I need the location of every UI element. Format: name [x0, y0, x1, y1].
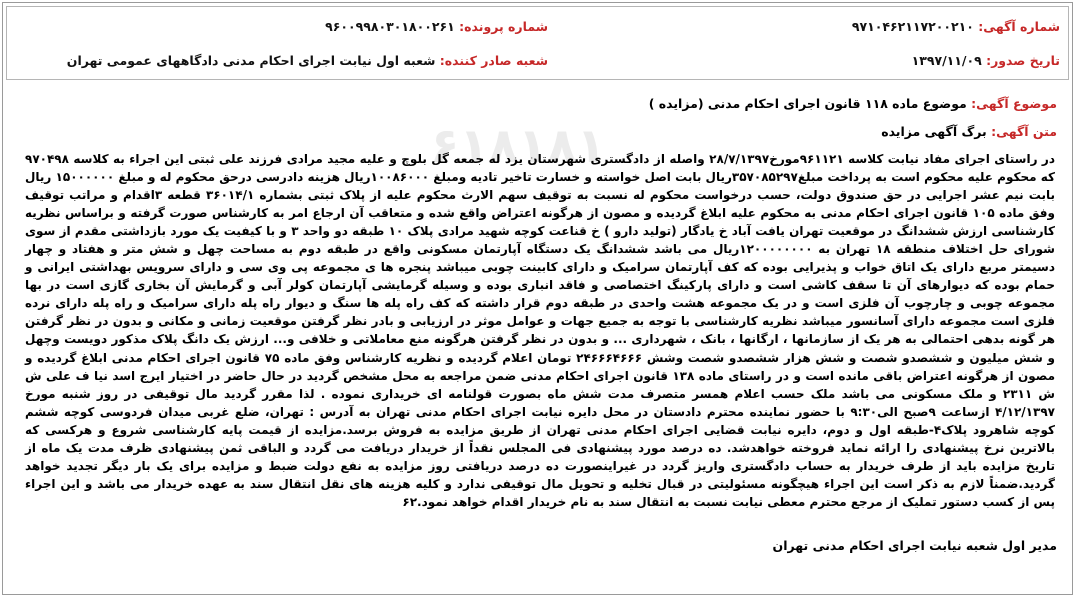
issue-date-row [912, 53, 1060, 68]
issue-date: ۱۳۹۷/۱۱/۰۹ [911, 53, 982, 68]
case-number: ۹۶۰۰۹۹۸۰۳۰۱۸۰۰۲۶۱ [325, 19, 455, 34]
ad-body [25, 150, 1055, 511]
ad-number-label: شماره آگهی: [978, 19, 1060, 34]
ad-body-text: در راستای اجرای مفاد نیابت کلاسه ۹۶۱۱۲۱مورخ۲۸/۷/۱۳۹۷ واصله از دادگستری شهرستان یزد له جمعه گل بلوچ و علیه مجید مرادی فرزند علی ثبتی این اجراء به کلاسه ۹۷۰۴۹۸ که محکوم علیه محکوم است به پرداخت مبلغ۳۵۷۰۸۵۲۹۷ریال بابت اصل خواسته و خسارت تاخیر تادیه ومبلغ ۱۰۰۸۶۰۰۰ریال هزینه دادرسی درحق محکوم له و مبلغ ۱۵۰۰۰۰۰۰ ریال بابت نیم عشر اجرایی در حق صندوق دولت، حسب درخواست محکوم له نسبت به توقیف سهم الارث محکوم علیه از پلاک ثبتی بشماره ۳۶۰۱۴/۱ قطعه ۳اقدام و مراتب توقیف وفق ماده ۱۰۵ قانون اجرای احکام مدنی به محکوم علیه ابلاغ گردیده و مصون از هرگونه اعتراض واقع شده و متعاقب آن ارجاع امر به کارشناس صورت گرفته و براساس نظریه کارشناسی ارزش ششدانگ در موقعیت تهران یافت آباد خ یادگار (تولید دارو ) خ قناعت کوچه شهید مرادی پلاک ۱۰ طبقه دو واحد ۳ و با کیفیت یک مورد بازداشتی مقدم از سوی شورای حل اختلاف منطقه ۱۸ تهران به ۱۲۰۰۰۰۰۰۰۰ریال می باشد ششدانگ یک دستگاه آپارتمان مسکونی واقع در طبقه دوم به مساحت چهل و شش متر و هفتاد و چهار دسیمتر مربع دارای یک اتاق خواب و پذیرایی بوده که کف آپارتمان سرامیک و دارای کابینت چوبی میباشد پنجره ها ی مجموعه پی وی سی و دارای سرویس بهداشتی ایرانی و حمام بوده که دیوارهای آن تا سقف کاشی است و دارای پارکینگ اختصاصی و فاقد انباری بوده و وسیله گرمایشی آپارتمان کولر آبی و گرمایش آن بخاری گازی است در بها مجموعه چوبی و چارچوب آن فلزی است و در یک مجموعه هشت واحدی در طبقه دوم قرار داشته که کف راه پله ها سنگ و دیوار راه پله دارای سرامیک و راه پله دارای نرده فلزی است مجموعه دارای آسانسور میباشد نظریه کارشناسی با توجه به جمیع جهات و عوامل موثر در ارزیابی و بادر نظر گرفتن موقعیت زمانی و مکانی و بدون در نظر گرفتن هر گونه بدهی احتمالی به هر یک از سازمانها ، ارگانها ، بانک ، شهرداری ... و بدون در نظر گرفتن هرگونه منع معاملاتی و خلافی و... ارزش یک دانگ پلاک مذکور دویست وچهل و شش میلیون و ششصدو شصت و شش هزار ششصدو شصت وشش ۲۴۶۶۶۴۶۶۶ تومان اعلام گردیده و نظریه کارشناس وفق ماده ۷۵ قانون اجرای احکام مدنی ابلاغ گردیده و مصون از هرگونه اعتراض باقی مانده است و در راستای ماده ۱۳۸ قانون اجرای احکام مدنی ضمن مراجعه به محل مشخص گردید در حال حاضر در اختیار ایرج اسد نیا ف علی ش ش ۲۳۱۱ و ملک مسکونی می باشد ملک حسب اعلام همسر متصرف مدت شش ماه بصورت قولنامه ای خریداری نموده . لذا مقرر گردید مال توقیفی در روز شنبه مورخ ۴/۱۲/۱۳۹۷ ازساعت ۹صبح الی۹:۳۰ با حضور نماینده محترم دادستان در محل دایره نیابت اجرای احکام مدنی تهران به آدرس : تهران، ضلع غربی میدان فردوسی کوچه ششم کوچه شاهرود پلاک۴-طبقه اول و دوم، دایره نیابت قضایی اجرای احکام مدنی تهران از طریق مزایده به فروش برسد.مزایده از قیمت پایه کارشناسی شروع و هرکسی که بالاترین نرخ پیشنهادی را ارائه نماید فروخته خواهدشد. ده درصد مورد پیشنهادی فی المجلس نقداً از خریدار دریافت می گردد و الباقی ثمن پیشنهادی ظرف مدت یک ماه از تاریخ مزایده باید از طرف خریدار به حساب دادگستری واریز گردد در غیراینصورت ده درصد دریافتی روز مزایده به نفع دولت ضبط و مزایده برای یک بار دیگر تجدید خواهد گردید.ضمناً لازم به ذکر است این اجراء هیچگونه مسئولیتی در قبال تخلیه و تحویل مال توقیفی ندارد و کلیه هزینه های نقل انتقال سند به عهده خریدار می باشد و این اجراء پس از کسب دستور تملیک از مرجع محترم معطی نیابت نسبت به انتقال سند به نام خریدار اقدام خواهد نمود.۶۲ [25, 152, 1056, 509]
case-number-row [325, 19, 548, 34]
ad-number: ۹۷۱۰۴۶۲۱۱۷۲۰۰۲۱۰ [851, 19, 974, 34]
ad-number-row [852, 19, 1060, 34]
signature: مدیر اول شعبه نیابت اجرای احکام مدنی تهران [772, 538, 1057, 553]
text-label: متن آگهی: [991, 124, 1057, 139]
issuing-branch-row [67, 53, 548, 68]
subject: موضوع ماده ۱۱۸ قانون اجرای احکام مدنی (مزایده ) [648, 96, 967, 111]
text-title-row [881, 124, 1057, 139]
case-number-label: شماره پرونده: [459, 19, 548, 34]
text-title: برگ آگهی مزایده [881, 124, 987, 139]
watermark: ۶۱۸۱۸۱ [430, 118, 606, 174]
issuing-branch-label: شعبه صادر کننده: [439, 53, 548, 68]
ad-header-box [6, 6, 1069, 80]
issuing-branch: شعبه اول نیابت اجرای احکام مدنی دادگاههای عمومی تهران [66, 53, 436, 68]
subject-label: موضوع آگهی: [971, 96, 1057, 111]
issue-date-label: تاریخ صدور: [986, 53, 1060, 68]
subject-row [649, 96, 1057, 111]
